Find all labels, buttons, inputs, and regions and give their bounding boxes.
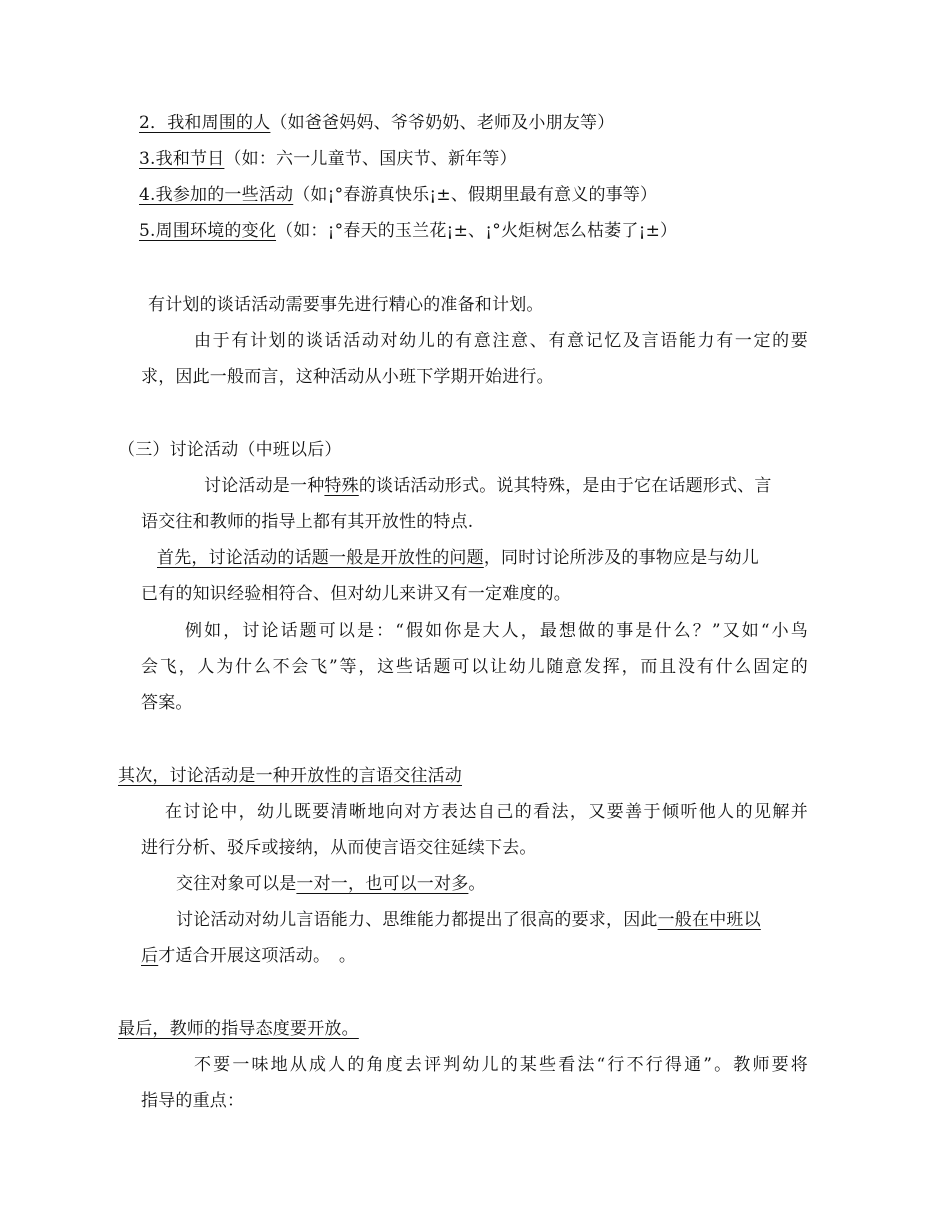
list-item-3-examples: （如：六一儿童节、国庆节、新年等） <box>224 149 517 169</box>
list-item-3 <box>139 148 517 170</box>
discussion-first-rest: ，同时讨论所涉及的事物应是与幼儿 <box>483 548 760 568</box>
second-requirement-underlined-end: 后 <box>141 946 159 966</box>
planned-activity-note: 有计划的谈话活动需要事先进行精心的准备和计划。 <box>148 295 544 315</box>
second-target-text-b: 。 <box>468 874 486 894</box>
discussion-intro-line-2: 语交往和教师的指导上都有其开放性的特点. <box>141 512 474 532</box>
discussion-intro-line-1 <box>204 475 772 497</box>
second-paragraph-line-2: 进行分析、驳斥或接纳，从而使言语交往延续下去。 <box>141 838 537 858</box>
second-heading: 其次，讨论活动是一种开放性的言语交往活动 <box>118 766 462 786</box>
discussion-example-line-1: 例如，讨论话题可以是：“假如你是大人，最想做的事是什么？”又如“小鸟 <box>185 621 808 641</box>
second-requirement-underlined: 一般在中班以 <box>657 910 761 930</box>
second-requirement-rest: 才适合开展这项活动。 。 <box>158 946 357 966</box>
discussion-intro-special: 特殊 <box>324 476 359 496</box>
discussion-example-line-2: 会飞，人为什么不会飞”等，这些话题可以让幼儿随意发挥，而且没有什么固定的 <box>141 657 808 677</box>
second-requirement-line-2 <box>141 945 356 967</box>
second-target-underlined: 一对一，也可以一对多 <box>296 874 469 894</box>
last-heading: 最后，教师的指导态度要开放。 <box>118 1019 359 1039</box>
list-item-4-topic: 4.我参加的一些活动 <box>139 185 294 205</box>
second-requirement-line-1 <box>176 909 761 931</box>
second-communication-target <box>176 873 486 895</box>
list-item-4 <box>139 184 657 206</box>
second-requirement-text: 讨论活动对幼儿言语能力、思维能力都提出了很高的要求，因此 <box>176 910 658 930</box>
second-target-text-a: 交往对象可以是 <box>176 874 297 894</box>
discussion-first-line-1 <box>157 547 759 569</box>
list-item-5 <box>139 220 677 242</box>
planned-paragraph-line-2: 求，因此一般而言，这种活动从小班下学期开始进行。 <box>141 367 554 387</box>
list-item-2-topic: 2．我和周围的人 <box>139 113 271 133</box>
last-paragraph-line-2: 指导的重点： <box>141 1091 245 1111</box>
discussion-intro-text-a: 讨论活动是一种 <box>204 476 325 496</box>
discussion-first-line-2: 已有的知识经验相符合、但对幼儿来讲又有一定难度的。 <box>141 584 571 604</box>
second-paragraph-line-1: 在讨论中，幼儿既要清晰地向对方表达自己的看法，又要善于倾听他人的见解并 <box>165 802 808 822</box>
planned-paragraph-line-1: 由于有计划的谈话活动对幼儿的有意注意、有意记忆及言语能力有一定的要 <box>194 331 808 351</box>
section-heading-discussion: （三）讨论活动（中班以后） <box>118 440 342 460</box>
list-item-5-topic: 5.周围环境的变化 <box>139 221 277 241</box>
list-item-5-examples: （如：¡°春天的玉兰花¡±、¡°火炬树怎么枯萎了¡±） <box>276 221 678 241</box>
list-item-3-topic: 3.我和节日 <box>139 149 225 169</box>
discussion-first-topic: 首先，讨论活动的话题一般是开放性的问题 <box>157 548 484 568</box>
list-item-4-examples: （如¡°春游真快乐¡±、假期里最有意义的事等） <box>293 185 658 205</box>
discussion-intro-text-b: 的谈话活动形式。说其特殊，是由于它在话题形式、言 <box>358 476 772 496</box>
discussion-example-line-3: 答案。 <box>141 693 193 713</box>
list-item-2 <box>139 112 614 134</box>
list-item-2-examples: （如爸爸妈妈、爷爷奶奶、老师及小朋友等） <box>270 113 615 133</box>
last-paragraph-line-1: 不要一味地从成人的角度去评判幼儿的某些看法“行不行得通”。教师要将 <box>194 1055 808 1075</box>
